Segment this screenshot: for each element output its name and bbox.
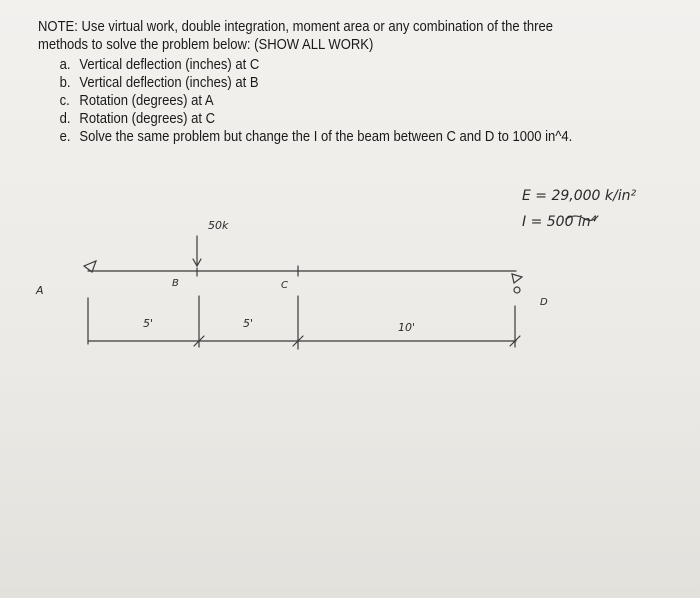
label-moment-of-inertia: I = 500 in⁴ — [522, 214, 597, 230]
question-letter: e. — [59, 129, 71, 145]
question-letter: a. — [59, 57, 71, 73]
roller-support-d — [512, 274, 522, 283]
pin-support-a — [84, 261, 96, 272]
label-e-modulus: E = 29,000 k/in² — [522, 188, 637, 204]
load-label: 50k — [208, 219, 229, 232]
dim-label-ab: 5' — [143, 317, 154, 330]
label-d: D — [540, 297, 548, 308]
question-text: Vertical deflection (inches) at C — [79, 57, 260, 73]
question-letter: b. — [59, 75, 71, 91]
note-line-2: methods to solve the problem below: (SHOW ALL WORK) — [38, 37, 374, 53]
question-letter: c. — [59, 93, 70, 109]
roller-circle-d — [514, 287, 520, 293]
question-text: Vertical deflection (inches) at B — [79, 75, 259, 91]
question-text: Rotation (degrees) at C — [79, 111, 216, 127]
note-line-1: NOTE: Use virtual work, double integration, moment area or any combination of the three — [38, 19, 554, 35]
dim-label-cd: 10' — [398, 321, 416, 334]
question-text: Rotation (degrees) at A — [79, 93, 214, 109]
question-letter: d. — [59, 111, 71, 127]
dim-label-bc: 5' — [243, 317, 254, 330]
label-a: A — [36, 284, 44, 297]
question-text: Solve the same problem but change the I of the beam between C and D to 1000 in^4. — [79, 129, 573, 145]
label-c: C — [281, 280, 288, 291]
label-b: B — [172, 278, 179, 289]
